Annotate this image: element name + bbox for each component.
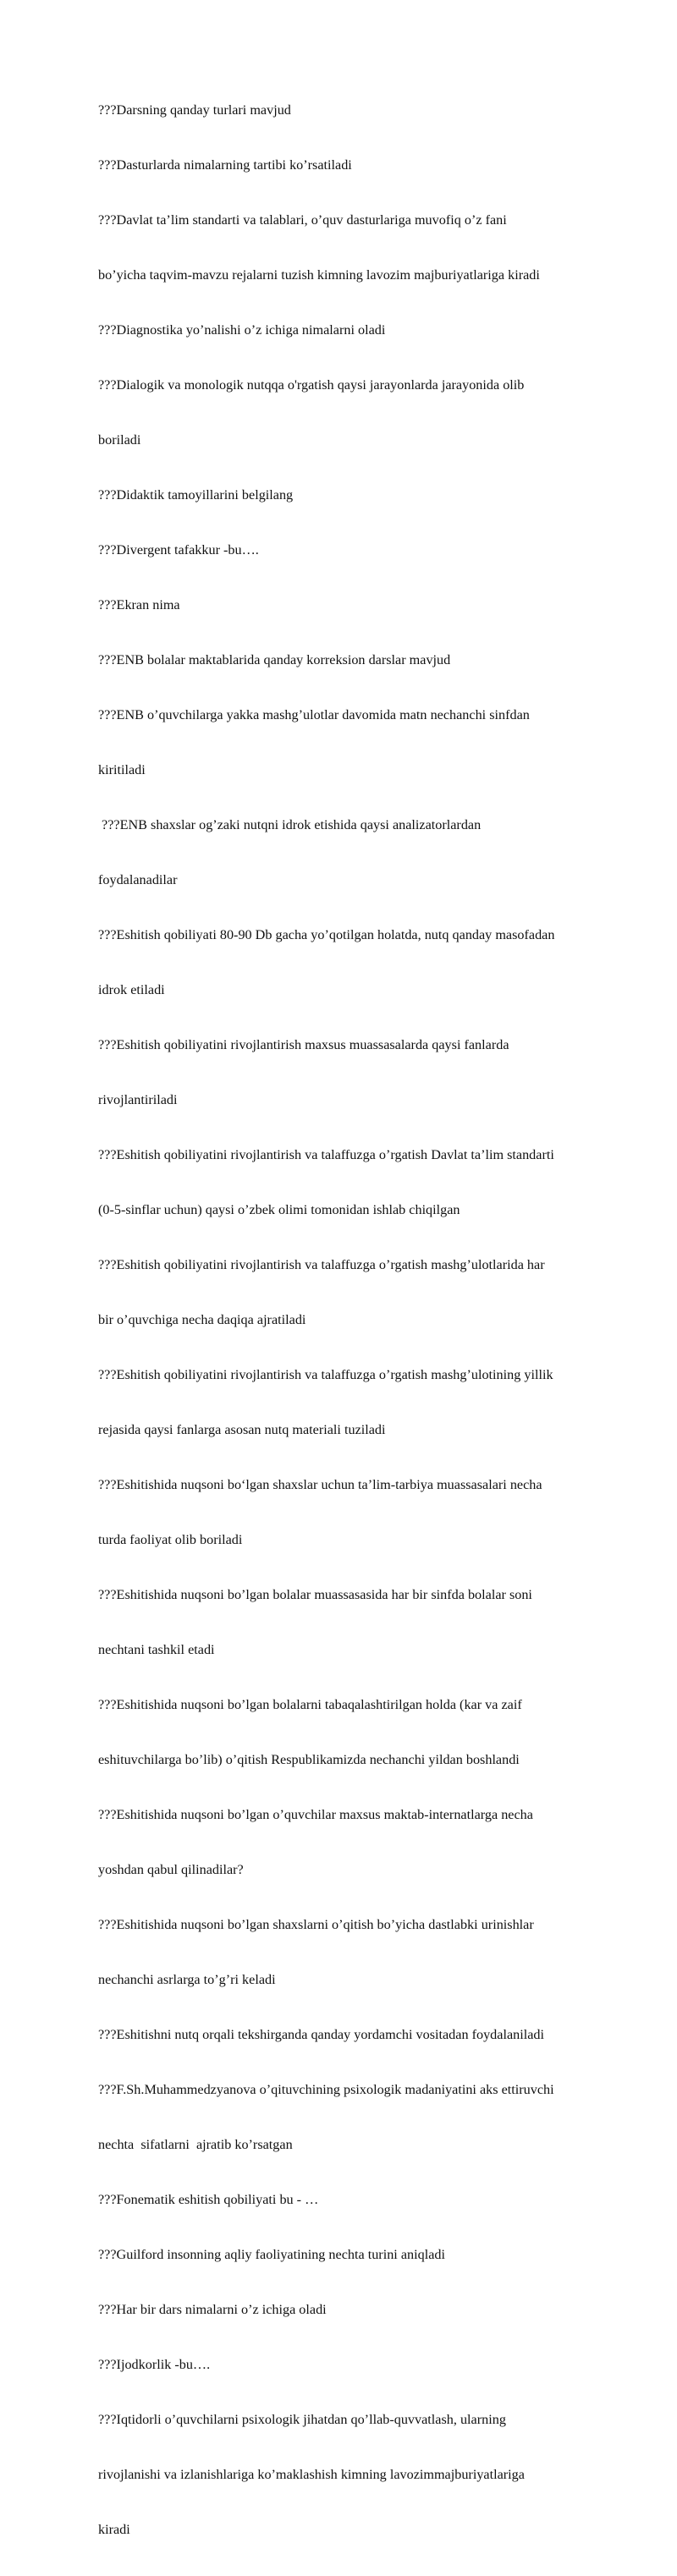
text-line: ???Eshitishida nuqsoni bo’lgan o’quvchilar maxsus maktab-internatlarga necha: [98, 1807, 533, 1823]
text-line: foydalanadilar: [98, 872, 178, 888]
text-line: rivojlantiriladi: [98, 1092, 178, 1108]
text-line: ???Ijodkorlik -bu….: [98, 2357, 211, 2373]
text-line: ???Iqtidorli o’quvchilarni psixologik jihatdan qo’llab-quvvatlash, ularning: [98, 2412, 506, 2428]
text-line: ???Guilford insonning aqliy faoliyatining nechta turini aniqladi: [98, 2247, 445, 2263]
text-line: ???ENB bolalar maktablarida qanday korreksion darslar mavjud: [98, 652, 451, 668]
text-line: eshituvchilarga bo’lib) o’qitish Respublikamizda nechanchi yildan boshlandi: [98, 1752, 520, 1768]
text-line: boriladi: [98, 432, 141, 448]
text-line: ???Diagnostika yo’nalishi o’z ichiga nimalarni oladi: [98, 322, 386, 338]
text-line: ???F.Sh.Muhammedzyanova o’qituvchining psixologik madaniyatini aks ettiruvchi: [98, 2082, 554, 2098]
text-line: ???Dialogik va monologik nutqqa o'rgatish qaysi jarayonlarda jarayonida olib: [98, 377, 525, 393]
text-line: nechtani tashkil etadi: [98, 1642, 215, 1658]
text-line: ???Eshitish qobiliyatini rivojlantirish va talaffuzga o’rgatish mashg’ulotining yillik: [98, 1367, 553, 1383]
text-line: (0-5-sinflar uchun) qaysi o’zbek olimi tomonidan ishlab chiqilgan: [98, 1202, 460, 1218]
text-line: nechanchi asrlarga to’g’ri keladi: [98, 1972, 276, 1988]
text-line: ???Eshitishida nuqsoni bo’lgan bolalar muassasasida har bir sinfda bolalar soni: [98, 1587, 532, 1603]
text-line: kiradi: [98, 2522, 130, 2538]
text-line: ???Ekran nima: [98, 597, 180, 613]
text-line: ???Didaktik tamoyillarini belgilang: [98, 487, 294, 503]
text-line: turda faoliyat olib boriladi: [98, 1532, 243, 1548]
text-line: ???Eshitishni nutq orqali tekshirganda qanday yordamchi vositadan foydalaniladi: [98, 2027, 545, 2043]
text-line: ???Eshitishida nuqsoni bo’lgan shaxslarni o’qitish bo’yicha dastlabki urinishlar: [98, 1917, 534, 1933]
text-line: idrok etiladi: [98, 982, 165, 998]
text-line: ???Darsning qanday turlari mavjud: [98, 102, 291, 118]
text-line: ???ENB shaxslar og’zaki nutqni idrok etishida qaysi analizatorlardan: [98, 817, 482, 833]
text-line: rejasida qaysi fanlarga asosan nutq materiali tuziladi: [98, 1422, 386, 1438]
text-line: bo’yicha taqvim-mavzu rejalarni tuzish kimning lavozim majburiyatlariga kiradi: [98, 267, 540, 283]
text-line: ???Fonematik eshitish qobiliyati bu - …: [98, 2192, 319, 2208]
question-list: [98, 65, 640, 2576]
text-line: bir o’quvchiga necha daqiqa ajratiladi: [98, 1312, 306, 1328]
text-line: ???Eshitishida nuqsoni bo’lgan bolalarni tabaqalashtirilgan holda (kar va zaif: [98, 1697, 522, 1713]
text-line: yoshdan qabul qilinadilar?: [98, 1862, 244, 1878]
text-line: ???ENB o’quvchilarga yakka mashg’ulotlar davomida matn nechanchi sinfdan: [98, 707, 530, 723]
text-line: ???Eshitish qobiliyati 80-90 Db gacha yo’qotilgan holatda, nutq qanday masofadan: [98, 927, 555, 943]
text-line: rivojlanishi va izlanishlariga ko’maklashish kimning lavozimmajburiyatlariga: [98, 2467, 525, 2483]
text-line: ???Har bir dars nimalarni o’z ichiga oladi: [98, 2302, 327, 2318]
text-line: ???Eshitishida nuqsoni bo‘lgan shaxslar uchun ta’lim-tarbiya muassasalari necha: [98, 1477, 542, 1493]
text-line: ???Eshitish qobiliyatini rivojlantirish va talaffuzga o’rgatish mashg’ulotlarida har: [98, 1257, 545, 1273]
text-line: ???Davlat ta’lim standarti va talablari, o’quv dasturlariga muvofiq o’z fani: [98, 212, 507, 228]
text-line: ???Dasturlarda nimalarning tartibi ko’rsatiladi: [98, 157, 352, 173]
text-line: nechta sifatlarni ajratib ko’rsatgan: [98, 2137, 293, 2153]
text-line: ???Eshitish qobiliyatini rivojlantirish va talaffuzga o’rgatish Davlat ta’lim standarti: [98, 1147, 554, 1163]
text-line: ???Divergent tafakkur -bu….: [98, 542, 259, 558]
text-line: ???Eshitish qobiliyatini rivojlantirish maxsus muassasalarda qaysi fanlarda: [98, 1037, 509, 1053]
text-line: kiritiladi: [98, 762, 146, 778]
